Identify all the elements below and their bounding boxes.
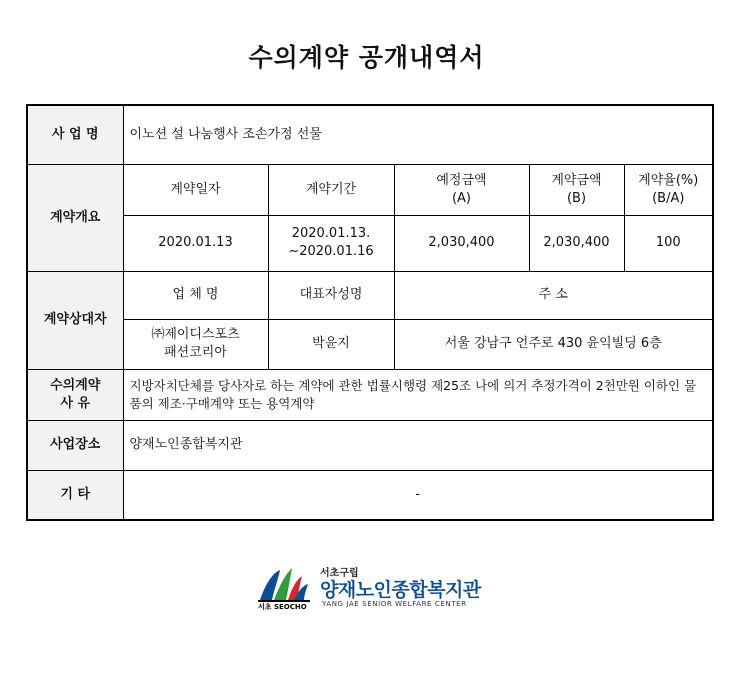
contract-disclosure-table xyxy=(26,104,714,521)
location-value: 양재노인종합복지관 xyxy=(123,420,713,470)
logo-district-text: 서초구립 xyxy=(320,568,359,579)
contract-date-header: 계약일자 xyxy=(123,164,268,215)
row-contract-summary-values xyxy=(27,215,713,271)
row-etc xyxy=(27,470,713,520)
etc-value: - xyxy=(123,470,713,520)
contract-period-header: 계약기간 xyxy=(268,164,394,215)
address-header: 주 소 xyxy=(394,271,713,319)
etc-label: 기 타 xyxy=(27,470,123,520)
row-contract-summary-headers xyxy=(27,164,713,215)
welfare-center-logo xyxy=(256,562,486,614)
contract-amount-value: 2,030,400 xyxy=(529,215,624,271)
logo-city-text: 서초 SEOCHO xyxy=(258,603,307,611)
contract-period-value: 2020.01.13. ~2020.01.16 xyxy=(268,215,394,271)
row-contractor-values xyxy=(27,319,713,369)
contractor-label: 계약상대자 xyxy=(27,271,123,369)
document-title: 수의계약 공개내역서 xyxy=(248,43,485,72)
row-project-name xyxy=(27,105,713,164)
estimated-amount-value: 2,030,400 xyxy=(394,215,529,271)
row-location xyxy=(27,420,713,470)
contract-amount-header: 계약금액 (B) xyxy=(529,164,624,215)
row-contractor-headers xyxy=(27,271,713,319)
location-label: 사업장소 xyxy=(27,420,123,470)
company-value: ㈜제이디스포츠 패션코리아 xyxy=(123,319,268,369)
logo-english-text: YANG JAE SENIOR WELFARE CENTER xyxy=(322,600,467,608)
project-name-label: 사 업 명 xyxy=(27,105,123,164)
representative-header: 대표자성명 xyxy=(268,271,394,319)
representative-value: 박윤지 xyxy=(268,319,394,369)
logo-name-text: 양재노인종합복지관 xyxy=(320,579,481,601)
reason-value: 지방자치단체를 당사자로 하는 계약에 관한 법률시행령 제25조 나에 의거 추정가격이 2천만원 이하인 물품의 제조·구매계약 또는 용역계약 xyxy=(123,369,713,420)
estimated-amount-header: 예정금액 (A) xyxy=(394,164,529,215)
contract-rate-header: 계약율(%) (B/A) xyxy=(624,164,713,215)
project-name-value: 이노션 설 나눔행사 조손가정 선물 xyxy=(123,105,713,164)
address-value: 서울 강남구 언주로 430 윤익빌딩 6층 xyxy=(394,319,713,369)
contract-date-value: 2020.01.13 xyxy=(123,215,268,271)
contract-rate-value: 100 xyxy=(624,215,713,271)
reason-label: 수의계약 사 유 xyxy=(27,369,123,420)
company-header: 업 체 명 xyxy=(123,271,268,319)
contract-summary-label: 계약개요 xyxy=(27,164,123,271)
row-reason xyxy=(27,369,713,420)
